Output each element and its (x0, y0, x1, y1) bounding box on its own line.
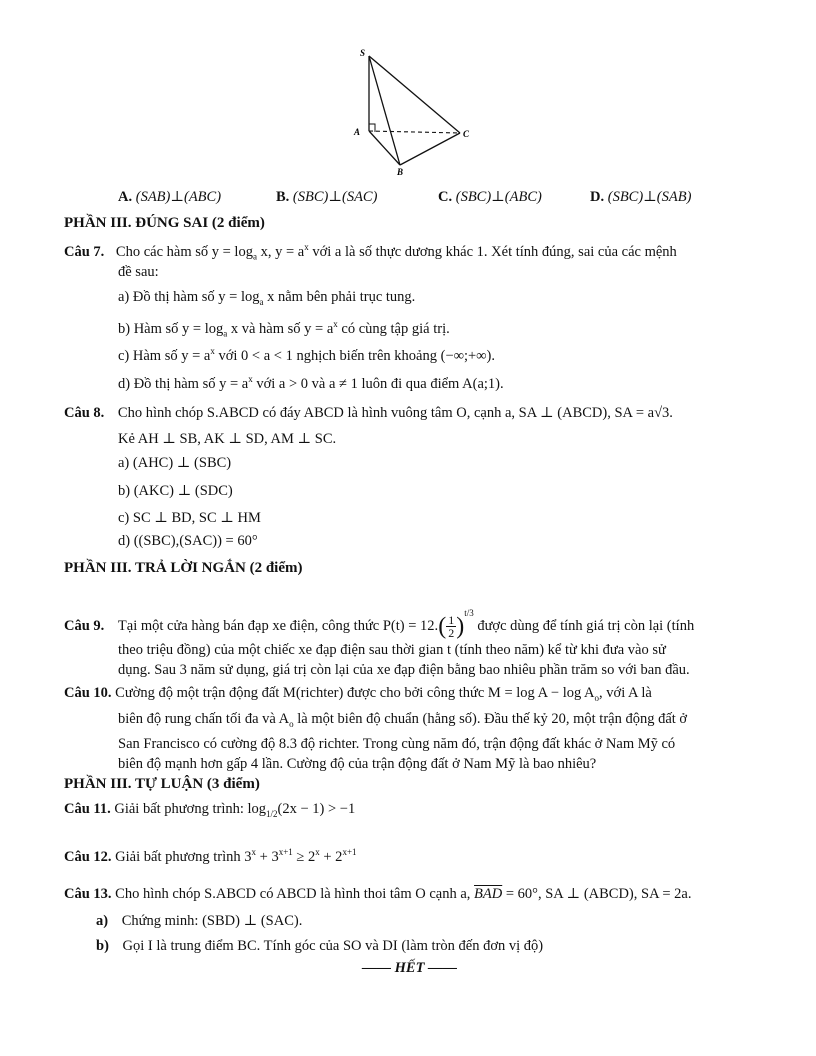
q7-c-sup: x (210, 346, 215, 356)
q10-sub-o2: o (289, 718, 294, 729)
q9-number: Câu 9. (64, 618, 105, 634)
q11-line (64, 799, 355, 824)
q7-item-b (118, 314, 450, 344)
q7-line2: đề sau: (118, 264, 159, 280)
q13-a-label: a) (96, 913, 109, 929)
q7-d-sup: x (248, 374, 253, 384)
q13-line1 (64, 884, 691, 904)
q10-text1: Cường độ một trận động đất M(richter) được cho bởi công thức M = log A − log A (115, 685, 595, 701)
option-c-label: C. (438, 189, 453, 205)
q7-a-sub: a (259, 296, 264, 307)
q8-line1 (64, 403, 673, 423)
q7-b-sup: x (333, 319, 338, 329)
q10-text1-end: , với A là (599, 685, 652, 701)
q10-line3: San Francisco có cường độ 8.3 độ richter. Trong cùng năm đó, trận động đất khác ở Nam Mỹ có (118, 736, 676, 752)
section-title-true-false: PHẦN III. ĐÚNG SAI (2 điểm) (64, 215, 265, 231)
q13-item-b (96, 936, 543, 956)
section-title-short-answer: PHẦN III. TRẢ LỜI NGẮN (2 điểm) (64, 560, 303, 576)
q9-line3: dụng. Sau 3 năm sử dụng, giá trị còn lại của xe đạp điện bằng bao nhiêu phần trăm so với ban đầu. (118, 662, 690, 678)
option-b-label: B. (276, 189, 290, 205)
q7-sub-a: a (252, 251, 257, 262)
option-a[interactable] (118, 187, 221, 207)
q8-item-a: a) (AHC) ⊥ (SBC) (118, 455, 232, 471)
label-B: B (397, 167, 404, 176)
q7-d-pre: d) Đồ thị hàm số y = a (118, 375, 249, 392)
q13-angle: $\overline{BAD}$ (474, 886, 503, 902)
q7-c-pre: c) Hàm số y = a (118, 347, 211, 364)
q10-sub-o: o (594, 692, 600, 703)
q8-text1: Cho hình chóp S.ABCD có đáy ABCD là hình vuông tâm O, cạnh a, SA ⊥ (ABCD), SA = a√3. (117, 405, 673, 421)
q7-a-pre: a) Đồ thị hàm số y = log (118, 289, 260, 305)
option-b-text: (SBC)⊥(SAC) (292, 189, 378, 205)
q12-line (64, 842, 357, 867)
q13-text2: = 60°, SA ⊥ (ABCD), SA = 2a. (502, 886, 692, 902)
q12-exp2: x+1 (278, 847, 293, 857)
q7-b-mid: x và hàm số y = a (227, 320, 334, 337)
q13-number: Câu 13. (64, 886, 112, 902)
q10-number: Câu 10. (64, 685, 112, 701)
q7-sup-x: x (304, 242, 309, 252)
q10-line4: biên độ mạnh hơn gấp 4 lần. Cường độ của trận động đất ở Nam Mỹ là bao nhiêu? (118, 756, 597, 772)
q7-a-post: x nằm bên phải trục tung. (263, 289, 416, 305)
q13-b-label: b) (96, 938, 109, 954)
q12-part1: + 3 (256, 848, 279, 865)
q7-b-sub: a (223, 328, 228, 339)
q10-text2: biên độ rung chấn tối đa và A (118, 711, 290, 727)
section-title-essay: PHẦN III. TỰ LUẬN (3 điểm) (64, 776, 260, 792)
q11-number: Câu 11. (64, 801, 111, 817)
q13-text1: Cho hình chóp S.ABCD có ABCD là hình thoi tâm O cạnh a, (115, 886, 475, 902)
end-marker: —— HẾT —— (362, 960, 458, 976)
q12-text1: Giải bất phương trình 3 (115, 848, 252, 865)
q10-line2 (118, 709, 687, 734)
q9-exponent: t/3 (464, 608, 474, 618)
q9-line2: theo triệu đồng) của một chiếc xe đạp điện sau thời gian t (tính theo năm) kể từ khi đưa vào sử (118, 642, 666, 658)
q11-text1: Giải bất phương trình: log (114, 801, 267, 817)
q10-line1 (64, 683, 652, 708)
q7-b-pre: b) Hàm số y = log (118, 320, 224, 337)
edge-SC (369, 56, 460, 133)
q13-item-a (96, 911, 302, 931)
q8-item-c: c) SC ⊥ BD, SC ⊥ HM (118, 510, 261, 526)
option-c-text: (SBC)⊥(ABC) (455, 189, 542, 205)
q7-text3: với a là số thực dương khác 1. Xét tính đúng, sai của các mệnh (308, 243, 677, 260)
q9-line1 (64, 598, 694, 642)
q7-c-post: với 0 < a < 1 nghịch biến trên khoảng (−∞;+∞). (214, 347, 495, 364)
q9-text1: Tại một cửa hàng bán đạp xe điện, công thức P(t) = 12. (117, 618, 439, 634)
q7-d-post: với a > 0 và a ≠ 1 luôn đi qua điểm A(a;1). (252, 375, 504, 392)
q8-item-b: b) (AKC) ⊥ (SDC) (118, 483, 233, 499)
option-d[interactable] (590, 187, 691, 207)
option-d-label: D. (590, 189, 605, 205)
label-A: A (354, 127, 361, 137)
q11-log-base: 1/2 (266, 808, 278, 819)
option-c[interactable] (438, 187, 542, 207)
q8-number: Câu 8. (64, 405, 105, 421)
pyramid-figure (340, 44, 480, 176)
q13-a-text: Chứng minh: (SBD) ⊥ (SAC). (121, 913, 303, 929)
label-C: C (463, 129, 470, 139)
q7-text1: Cho các hàm số y = log (115, 243, 253, 260)
q9-text2: được dùng để tính giá trị còn lại (tính (473, 618, 695, 634)
q9-fraction (446, 614, 456, 639)
q7-item-c (118, 341, 495, 366)
q7-number: Câu 7. (64, 243, 105, 260)
q9-frac-num: 1 (448, 613, 455, 628)
q11-text2: (2x − 1) > −1 (277, 801, 356, 817)
q7-text2: x, y = a (256, 243, 305, 260)
q9-frac-den: 2 (448, 626, 455, 641)
q8-line2: Kẻ AH ⊥ SB, AK ⊥ SD, AM ⊥ SC. (118, 431, 337, 447)
q7-item-a (118, 287, 415, 312)
q7-item-d (118, 369, 504, 394)
q9-paren-open: ( (438, 613, 447, 640)
q12-exp1: x (251, 847, 257, 857)
q10-text2-end: là một biên độ chuẩn (hằng số). Đầu thế kỷ 20, một trận động đất ở (293, 711, 688, 727)
edge-BC (400, 133, 460, 165)
q12-number: Câu 12. (64, 848, 112, 865)
q8-item-d: d) ((SBC),(SAC)) = 60° (118, 533, 258, 549)
q7-b-post: có cùng tập giá trị. (337, 320, 450, 337)
q9-paren-close: ) (456, 613, 465, 640)
q13-b-text: Gọi I là trung điểm BC. Tính góc của SO và DI (làm tròn đến đơn vị độ) (122, 938, 544, 954)
option-a-label: A. (118, 189, 133, 205)
label-S: S (360, 48, 366, 58)
option-a-text: (SAB)⊥(ABC) (135, 189, 222, 205)
q12-exp4: x+1 (342, 847, 357, 857)
option-b[interactable] (276, 187, 377, 207)
edge-AC (369, 131, 460, 133)
q12-part2: ≥ 2 (292, 848, 316, 865)
q12-exp3: x (315, 847, 320, 857)
option-d-text: (SBC)⊥(SAB) (607, 189, 692, 205)
q12-part3: + 2 (319, 848, 343, 865)
